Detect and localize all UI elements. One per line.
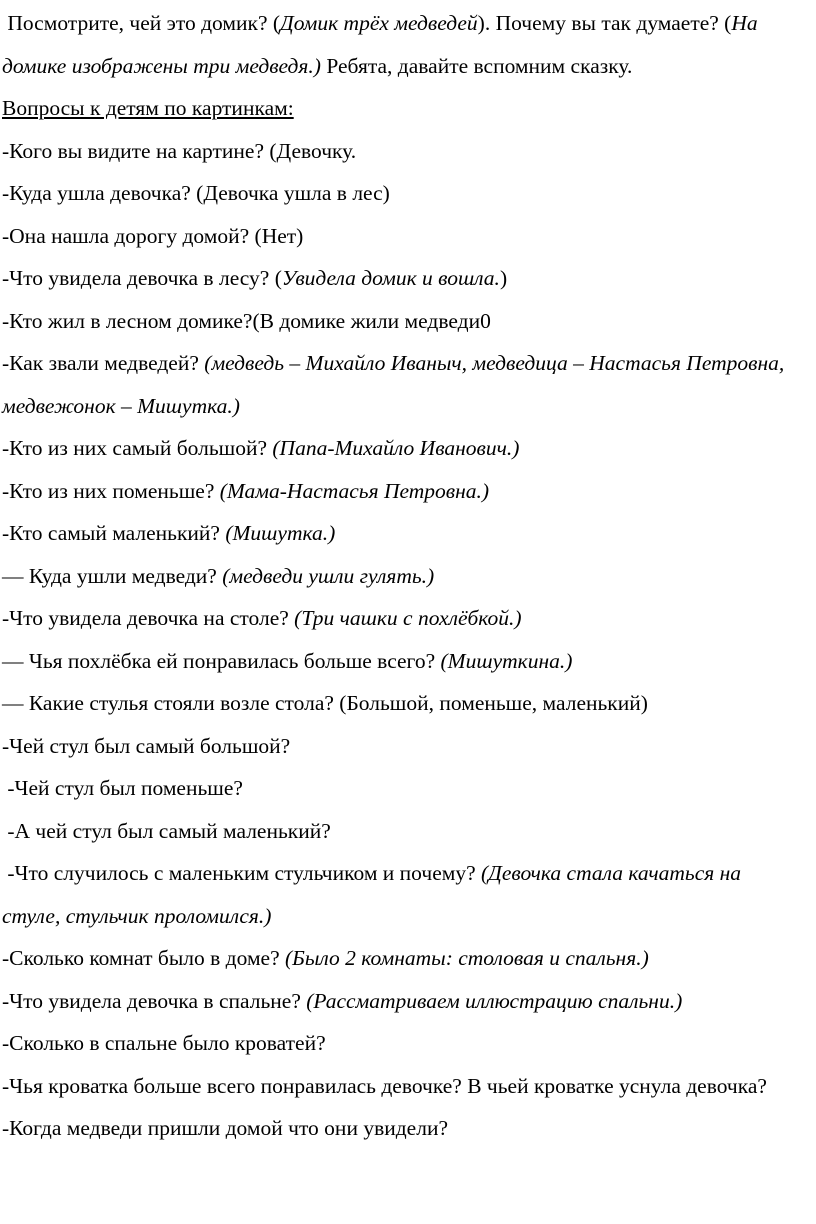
paragraph	[2, 852, 802, 937]
question-text: -Чей стул был поменьше?	[2, 776, 243, 800]
paragraph	[2, 470, 802, 513]
question-text: — Куда ушли медведи?	[2, 563, 223, 588]
answer-text: (Мама-Настасья Петровна.)	[219, 478, 490, 503]
paragraph	[2, 682, 802, 725]
question-text: Ребята, давайте вспомним сказку.	[320, 53, 633, 78]
question-text: -Кого вы видите на картине? (Девочку.	[2, 138, 357, 163]
section-heading-text: Вопросы к детям по картинкам:	[2, 96, 294, 120]
paragraph	[2, 1107, 802, 1150]
answer-text: (Девочка стала качаться на стуле, стульчик проломился.)	[2, 861, 747, 928]
paragraph	[2, 257, 802, 300]
paragraph	[2, 597, 802, 640]
question-text: -Сколько комнат было в доме?	[2, 946, 286, 970]
question-text: -Куда ушла девочка? (Девочка ушла в лес)	[2, 181, 390, 205]
question-text: -Что увидела девочка в спальне?	[2, 988, 307, 1013]
paragraph	[2, 130, 802, 173]
question-text: Посмотрите, чей это домик? (	[2, 11, 281, 35]
question-text: -Чей стул был самый большой?	[2, 733, 291, 758]
question-text: — Чья похлёбка ей понравилась больше всего?	[2, 648, 441, 673]
question-text: -Что увидела девочка в лесу? (	[2, 266, 282, 290]
paragraph	[2, 1065, 802, 1108]
paragraph	[2, 427, 802, 470]
document-body	[2, 2, 802, 1150]
question-text: -Кто самый маленький?	[2, 521, 226, 545]
paragraph	[2, 640, 802, 683]
paragraph	[2, 2, 802, 87]
answer-text: Домик трёх медведей	[280, 11, 478, 35]
question-text: -Кто жил в лесном домике?(В домике жили медведи0	[2, 308, 491, 333]
paragraph	[2, 980, 802, 1023]
answer-text: (Рассматриваем иллюстрацию спальни.)	[306, 988, 683, 1013]
answer-text: (медведи ушли гулять.)	[222, 563, 435, 588]
question-text: -Что случилось с маленьким стульчиком и почему?	[2, 861, 482, 885]
question-text: -А чей стул был самый маленький?	[2, 818, 331, 843]
paragraph	[2, 725, 802, 768]
paragraph	[2, 512, 802, 555]
answer-text: (Было 2 комнаты: столовая и спальня.)	[285, 946, 649, 970]
question-text: -Как звали медведей?	[2, 351, 205, 375]
paragraph	[2, 342, 802, 427]
question-text: )	[499, 266, 508, 290]
question-text: -Она нашла дорогу домой? (Нет)	[2, 223, 304, 248]
answer-text: (Три чашки с похлёбкой.)	[294, 606, 522, 630]
paragraph	[2, 1022, 802, 1065]
question-text: -Когда медведи пришли домой что они увидели?	[2, 1116, 448, 1140]
question-text: ). Почему вы так думаете? (	[477, 11, 732, 35]
answer-text: На домике изображены три медведя.)	[2, 11, 764, 78]
question-text: -Что увидела девочка на столе?	[2, 606, 295, 630]
paragraph	[2, 87, 802, 130]
answer-text: Увидела домик и вошла.	[281, 266, 500, 290]
question-text: -Сколько в спальне было кроватей?	[2, 1031, 326, 1055]
question-text: -Чья кроватка больше всего понравилась девочке? В чьей кроватке уснула девочка?	[2, 1073, 767, 1098]
answer-text: (Мишуткина.)	[440, 648, 573, 673]
paragraph	[2, 555, 802, 598]
question-text: — Какие стулья стояли возле стола? (Большой, поменьше, маленький)	[2, 691, 648, 715]
answer-text: (медведь – Михайло Иваныч, медведица – Настасья Петровна, медвежонок – Мишутка.)	[2, 351, 790, 418]
question-text: -Кто из них поменьше?	[2, 478, 220, 503]
paragraph	[2, 300, 802, 343]
paragraph	[2, 810, 802, 853]
paragraph	[2, 215, 802, 258]
paragraph	[2, 767, 802, 810]
paragraph	[2, 937, 802, 980]
paragraph	[2, 172, 802, 215]
answer-text: (Папа-Михайло Иванович.)	[272, 436, 520, 460]
question-text: -Кто из них самый большой?	[2, 436, 273, 460]
answer-text: (Мишутка.)	[225, 521, 336, 545]
